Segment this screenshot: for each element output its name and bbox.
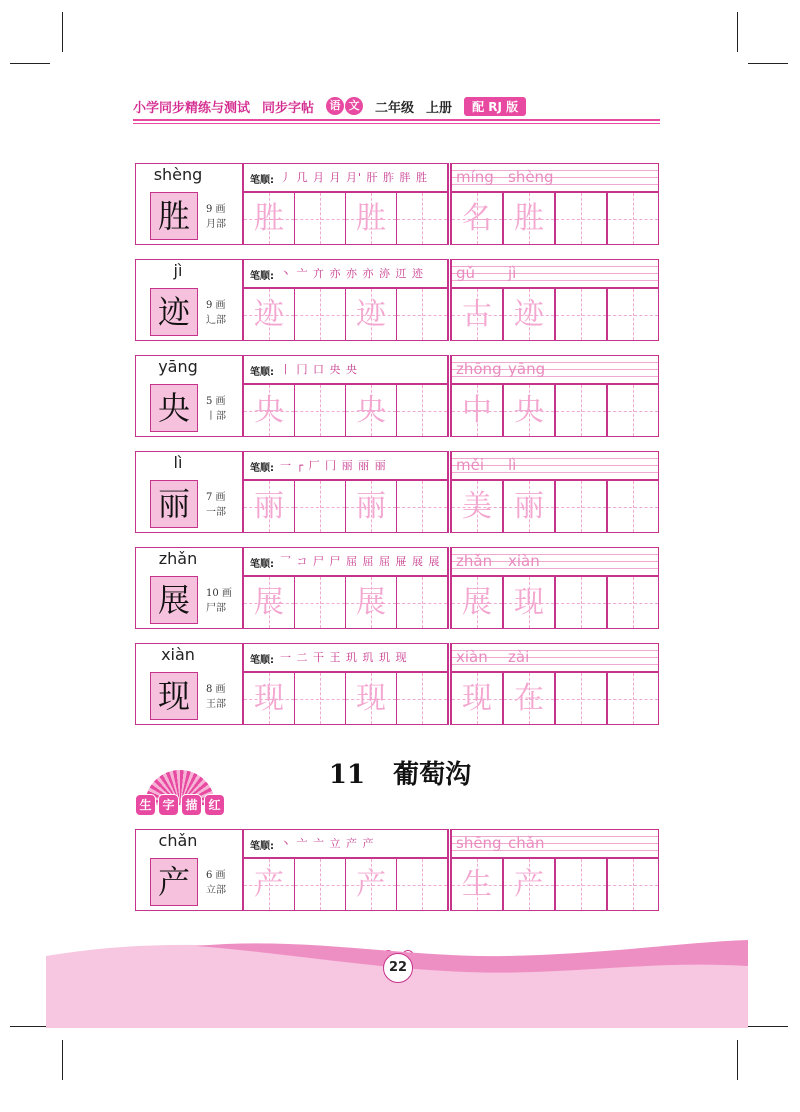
crop-mark — [748, 1026, 788, 1027]
grade-label: 二年级 — [375, 100, 415, 116]
character-info — [135, 259, 243, 341]
character-pinyin: zhǎn — [158, 549, 198, 568]
character-info — [135, 547, 243, 629]
stroke-order-panel — [243, 259, 448, 288]
word-pinyin-lines — [451, 643, 659, 672]
character-row — [135, 829, 659, 913]
trace-character: 丽 — [254, 489, 284, 524]
stroke-count: 7 画 — [206, 492, 226, 503]
character-row — [135, 547, 659, 631]
character-info — [135, 643, 243, 725]
trace-character: 现 — [356, 681, 386, 716]
word-pinyin-2: lì — [508, 456, 517, 474]
sub-title: 同步字帖 — [262, 100, 315, 116]
stroke-count: 5 画 — [206, 396, 226, 407]
trace-character: 央 — [254, 393, 284, 428]
word-pinyin-1: měi — [456, 456, 485, 474]
writing-grid[interactable] — [503, 288, 555, 341]
radical: 丨部 — [206, 411, 226, 422]
writing-grid[interactable] — [294, 288, 346, 341]
word-pinyin-2: xiàn — [508, 552, 540, 570]
character-pinyin: jì — [173, 261, 183, 280]
writing-grid[interactable] — [294, 858, 346, 911]
word-pinyin-1: xiàn — [456, 648, 488, 666]
writing-grid[interactable] — [396, 384, 448, 437]
writing-grid[interactable] — [503, 480, 555, 533]
word-pinyin-lines — [451, 829, 659, 858]
stroke-order-sequence: 丨 冂 口 央 央 — [280, 363, 358, 376]
writing-grid[interactable] — [607, 858, 659, 911]
radical: 王部 — [206, 699, 226, 710]
trace-character: 丽 — [356, 489, 386, 524]
stroke-order-sequence: 一 ┌ 厂 冂 丽 丽 丽 — [280, 459, 387, 472]
word-pinyin-1: shēng — [456, 834, 502, 852]
stroke-order-sequence: 一 二 干 王 玑 玑 玑 现 — [280, 651, 408, 664]
trace-character: 展 — [254, 585, 284, 620]
writing-grid[interactable] — [555, 288, 607, 341]
character-meta — [206, 394, 242, 424]
stroke-order-label: 笔顺: — [250, 841, 274, 852]
writing-grid[interactable] — [243, 672, 295, 725]
badge-char: 字 — [158, 794, 179, 816]
page-number: 22 — [383, 953, 413, 983]
stroke-order-panel — [243, 355, 448, 384]
trace-character: 胜 — [254, 201, 284, 236]
crop-mark — [748, 63, 788, 64]
writing-grid[interactable] — [396, 858, 448, 911]
character-pinyin: shèng — [153, 165, 203, 184]
trace-word-char: 现 — [462, 681, 492, 716]
trace-word-char: 胜 — [514, 201, 544, 236]
writing-grid[interactable] — [607, 672, 659, 725]
writing-grid[interactable] — [396, 480, 448, 533]
trace-character: 现 — [254, 681, 284, 716]
character-display: 胜 — [150, 192, 198, 240]
character-row — [135, 643, 659, 727]
writing-grid[interactable] — [345, 672, 397, 725]
trace-word-char: 产 — [514, 867, 544, 902]
writing-grid[interactable] — [555, 672, 607, 725]
subject-char: 文 — [345, 97, 363, 115]
stroke-order-label: 笔顺: — [250, 559, 274, 570]
page-header — [133, 94, 660, 118]
stroke-count: 6 画 — [206, 870, 226, 881]
character-pinyin: chǎn — [158, 831, 198, 850]
writing-grid[interactable] — [294, 576, 346, 629]
word-pinyin-lines — [451, 355, 659, 384]
writing-grid[interactable] — [243, 576, 295, 629]
stroke-order-panel — [243, 643, 448, 672]
character-meta — [206, 202, 242, 232]
character-row — [135, 163, 659, 247]
radical: 辶部 — [206, 315, 226, 326]
writing-grid[interactable] — [503, 858, 555, 911]
writing-grid[interactable] — [345, 288, 397, 341]
radical: 立部 — [206, 885, 226, 896]
stroke-order-label: 笔顺: — [250, 175, 274, 186]
trace-character: 迹 — [356, 297, 386, 332]
character-display: 迹 — [150, 288, 198, 336]
writing-grid[interactable] — [243, 288, 295, 341]
trace-word-char: 展 — [462, 585, 492, 620]
subject-badge — [326, 97, 363, 115]
stroke-order-sequence: 丶 亠 亠 立 产 产 — [280, 837, 375, 850]
writing-grid[interactable] — [294, 480, 346, 533]
writing-grid[interactable] — [243, 384, 295, 437]
character-row — [135, 451, 659, 535]
writing-grid[interactable] — [345, 576, 397, 629]
lesson-number: 11 — [328, 760, 366, 790]
writing-grid[interactable] — [555, 384, 607, 437]
trace-word-char: 丽 — [514, 489, 544, 524]
character-meta — [206, 490, 242, 520]
trace-word-char: 中 — [462, 393, 492, 428]
writing-grid[interactable] — [243, 480, 295, 533]
writing-grid[interactable] — [294, 192, 346, 245]
lesson-title — [0, 754, 800, 791]
stroke-order-label: 笔顺: — [250, 367, 274, 378]
writing-grid[interactable] — [243, 858, 295, 911]
trace-character: 央 — [356, 393, 386, 428]
word-pinyin-2: chǎn — [508, 834, 545, 852]
trace-character: 胜 — [356, 201, 386, 236]
writing-grid[interactable] — [451, 858, 503, 911]
radical: 一部 — [206, 507, 226, 518]
writing-grid[interactable] — [607, 384, 659, 437]
badge-label — [135, 794, 225, 816]
writing-grid[interactable] — [243, 192, 295, 245]
crop-mark — [737, 1040, 738, 1080]
character-pinyin: lì — [173, 453, 183, 472]
crop-mark — [737, 12, 738, 52]
writing-grid[interactable] — [451, 288, 503, 341]
writing-grid[interactable] — [607, 480, 659, 533]
writing-grid[interactable] — [607, 288, 659, 341]
character-info — [135, 355, 243, 437]
word-pinyin-lines — [451, 163, 659, 192]
trace-word-char: 在 — [514, 681, 544, 716]
stroke-order-sequence: 丶 亠 亣 亦 亦 亦 洂 䢋 迹 — [280, 267, 424, 280]
writing-grid[interactable] — [503, 192, 555, 245]
subject-char: 语 — [326, 97, 344, 115]
word-pinyin-1: míng — [456, 168, 494, 186]
crop-mark — [62, 1040, 63, 1080]
character-meta — [206, 298, 242, 328]
character-display: 丽 — [150, 480, 198, 528]
character-info — [135, 451, 243, 533]
writing-grid[interactable] — [451, 480, 503, 533]
character-meta — [206, 586, 242, 616]
character-display: 现 — [150, 672, 198, 720]
character-row — [135, 259, 659, 343]
trace-word-char: 央 — [514, 393, 544, 428]
badge-char: 生 — [135, 794, 156, 816]
crop-mark — [10, 1026, 50, 1027]
writing-grid[interactable] — [555, 858, 607, 911]
writing-grid[interactable] — [345, 384, 397, 437]
character-info — [135, 829, 243, 911]
word-pinyin-lines — [451, 547, 659, 576]
trace-word-char: 生 — [462, 867, 492, 902]
stroke-order-label: 笔顺: — [250, 463, 274, 474]
header-rule — [133, 119, 660, 121]
writing-grid[interactable] — [396, 672, 448, 725]
word-pinyin-1: zhōng — [456, 360, 502, 378]
character-meta — [206, 682, 242, 712]
writing-grid[interactable] — [503, 672, 555, 725]
stroke-order-panel — [243, 163, 448, 192]
word-pinyin-1: zhǎn — [456, 552, 493, 570]
badge-char: 描 — [181, 794, 202, 816]
writing-grid[interactable] — [607, 576, 659, 629]
stroke-order-label: 笔顺: — [250, 271, 274, 282]
writing-grid[interactable] — [294, 384, 346, 437]
word-pinyin-2: jì — [508, 264, 517, 282]
stroke-count: 8 画 — [206, 684, 226, 695]
word-pinyin-2: shèng — [508, 168, 554, 186]
stroke-order-sequence: 丿 几 月 月 月' 肝 胙 胖 胜 — [280, 171, 428, 184]
badge-char: 红 — [204, 794, 225, 816]
character-meta — [206, 868, 242, 898]
radical: 尸部 — [206, 603, 226, 614]
stroke-order-panel — [243, 451, 448, 480]
trace-character: 产 — [254, 867, 284, 902]
trace-character: 迹 — [254, 297, 284, 332]
writing-grid[interactable] — [294, 672, 346, 725]
lesson-name: 葡萄沟 — [393, 760, 472, 790]
tracing-badge — [135, 770, 225, 818]
trace-word-char: 迹 — [514, 297, 544, 332]
writing-grid[interactable] — [555, 480, 607, 533]
writing-grid[interactable] — [555, 192, 607, 245]
stroke-count: 10 画 — [206, 588, 232, 599]
writing-grid[interactable] — [396, 192, 448, 245]
stroke-order-panel — [243, 547, 448, 576]
word-pinyin-2: yāng — [508, 360, 546, 378]
edition-badge: 配 RJ 版 — [464, 97, 526, 116]
writing-grid[interactable] — [451, 384, 503, 437]
radical: 月部 — [206, 219, 226, 230]
trace-word-char: 古 — [462, 297, 492, 332]
character-pinyin: yāng — [158, 357, 198, 376]
trace-word-char: 名 — [462, 201, 492, 236]
character-info — [135, 163, 243, 245]
character-pinyin: xiàn — [161, 645, 195, 664]
writing-grid[interactable] — [396, 288, 448, 341]
writing-grid[interactable] — [607, 192, 659, 245]
character-display: 央 — [150, 384, 198, 432]
word-pinyin-lines — [451, 451, 659, 480]
character-row — [135, 355, 659, 439]
crop-mark — [10, 63, 50, 64]
stroke-order-sequence: 乛 コ 尸 尸 屈 屈 屈 屉 展 展 — [280, 555, 441, 568]
writing-grid[interactable] — [555, 576, 607, 629]
character-display: 展 — [150, 576, 198, 624]
series-title: 小学同步精练与测试 — [133, 100, 251, 116]
writing-grid[interactable] — [503, 576, 555, 629]
character-display: 产 — [150, 858, 198, 906]
stroke-order-label: 笔顺: — [250, 655, 274, 666]
writing-grid[interactable] — [503, 384, 555, 437]
writing-grid[interactable] — [451, 576, 503, 629]
stroke-count: 9 画 — [206, 300, 226, 311]
writing-grid[interactable] — [451, 672, 503, 725]
writing-grid[interactable] — [396, 576, 448, 629]
writing-grid[interactable] — [345, 858, 397, 911]
trace-character: 展 — [356, 585, 386, 620]
writing-grid[interactable] — [345, 480, 397, 533]
header-rule — [133, 123, 660, 124]
crop-mark — [62, 12, 63, 52]
stroke-count: 9 画 — [206, 204, 226, 215]
stroke-order-panel — [243, 829, 448, 858]
trace-word-char: 现 — [514, 585, 544, 620]
term-label: 上册 — [426, 100, 453, 116]
trace-character: 产 — [356, 867, 386, 902]
word-pinyin-2: zài — [508, 648, 530, 666]
trace-word-char: 美 — [462, 489, 492, 524]
word-pinyin-lines — [451, 259, 659, 288]
writing-grid[interactable] — [451, 192, 503, 245]
writing-grid[interactable] — [345, 192, 397, 245]
word-pinyin-1: gǔ — [456, 264, 476, 282]
